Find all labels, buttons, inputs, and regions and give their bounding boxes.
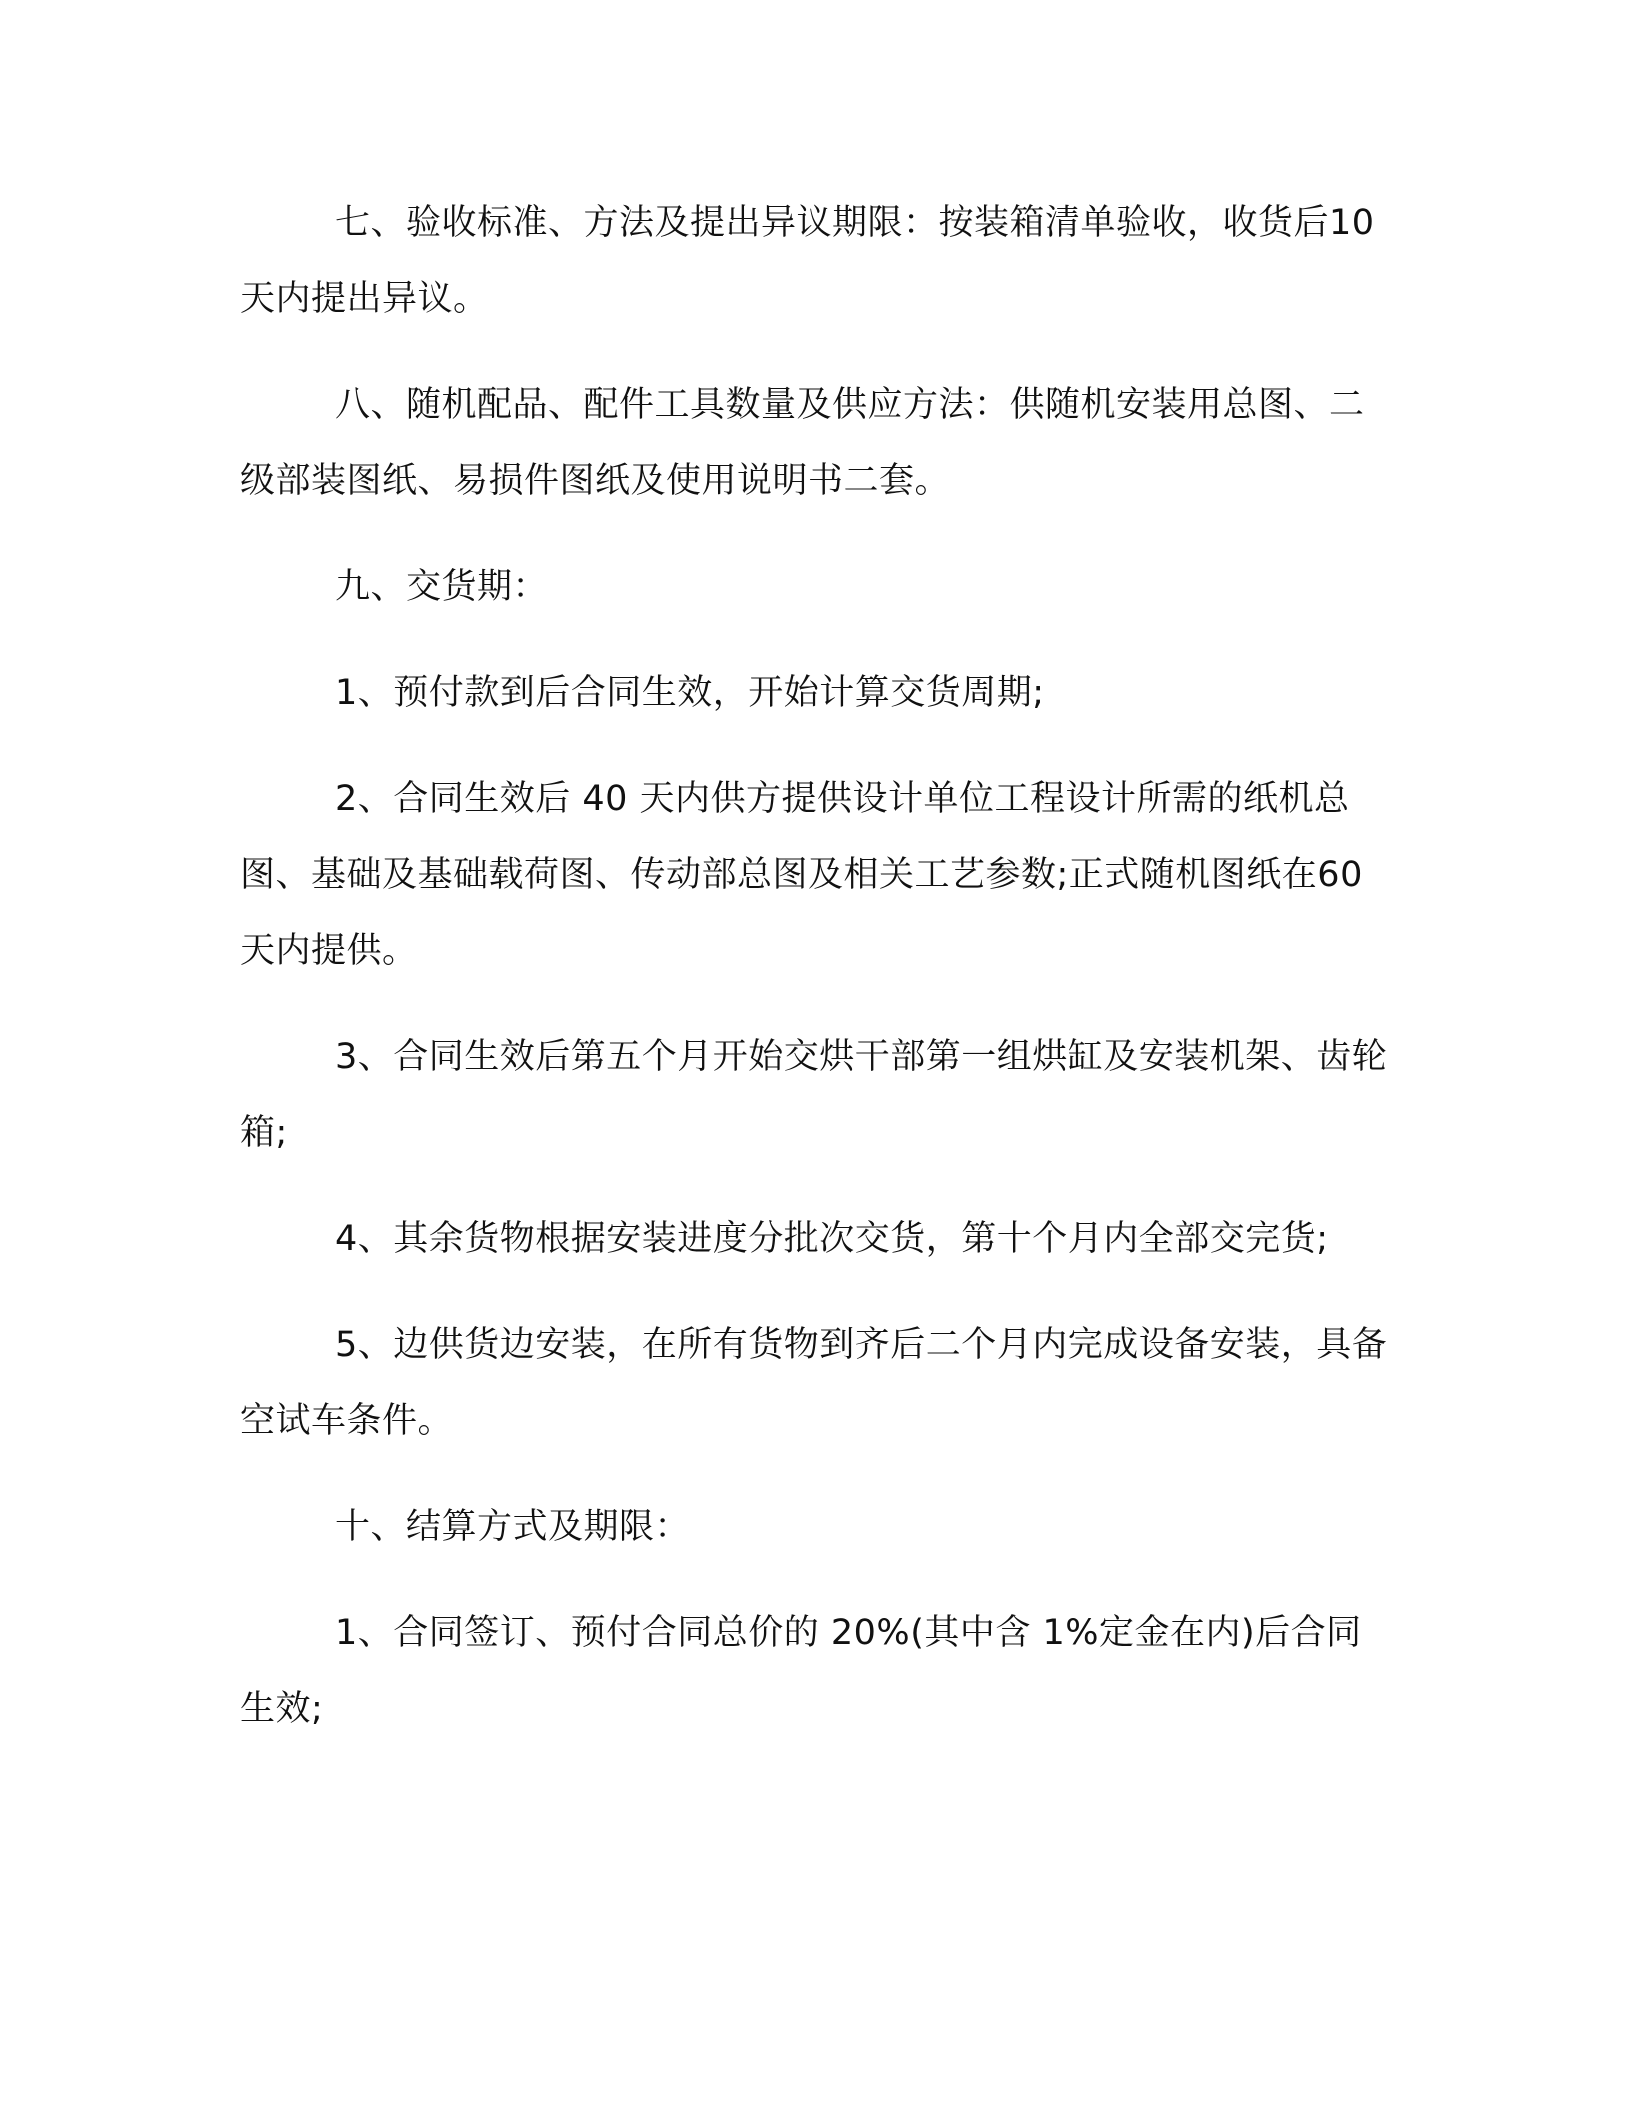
paragraph-acceptance: 七、验收标准、方法及提出异议期限：按装箱清单验收，收货后10 天内提出异议。 bbox=[240, 203, 1375, 319]
paragraph-delivery-4: 4、其余货物根据安装进度分批次交货，第十个月内全部交完货; bbox=[335, 1219, 1329, 1259]
paragraph-settlement-heading: 十、结算方式及期限： bbox=[335, 1507, 691, 1547]
document-body bbox=[240, 185, 1390, 1777]
paragraph-delivery-2: 2、合同生效后 40 天内供方提供设计单位工程设计所需的纸机总图、基础及基础载荷图、传动部总图及相关工艺参数;正式随机图纸在60 天内提供。 bbox=[240, 779, 1363, 971]
paragraph-delivery-3: 3、合同生效后第五个月开始交烘干部第一组烘缸及安装机架、齿轮箱; bbox=[240, 1037, 1388, 1153]
paragraph-accessories: 八、随机配品、配件工具数量及供应方法：供随机安装用总图、二级部装图纸、易损件图纸及使用说明书二套。 bbox=[240, 385, 1365, 501]
paragraph-delivery-heading: 九、交货期： bbox=[335, 567, 549, 607]
paragraph-delivery-5: 5、边供货边安装，在所有货物到齐后二个月内完成设备安装，具备空试车条件。 bbox=[240, 1325, 1388, 1441]
paragraph-delivery-1: 1、预付款到后合同生效，开始计算交货周期; bbox=[335, 673, 1045, 713]
paragraph-settlement-1: 1、合同签订、预付合同总价的 20%(其中含 1%定金在内)后合同生效; bbox=[240, 1613, 1362, 1729]
